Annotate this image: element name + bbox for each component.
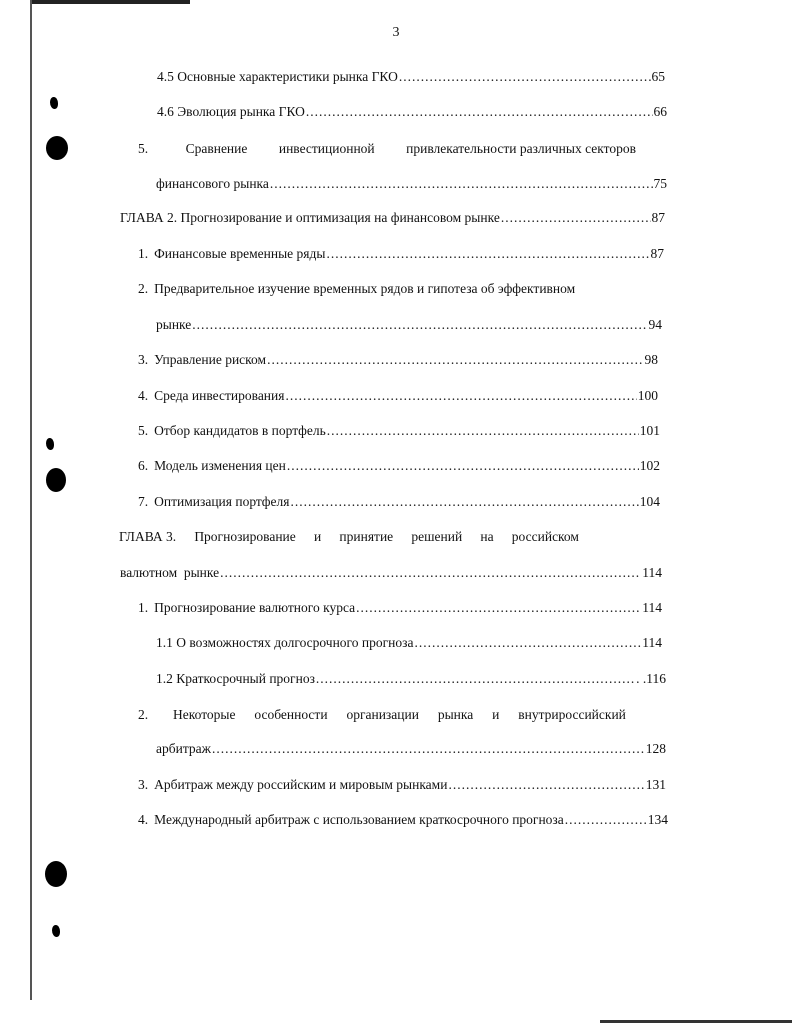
- page-number: 3: [392, 25, 400, 40]
- toc-entry-word: Некоторые: [173, 707, 236, 722]
- toc-entry-5-line2: [156, 175, 667, 193]
- toc-entry-word: особенности: [254, 707, 328, 722]
- toc-entry-page: 128: [645, 741, 666, 756]
- toc-entry-3-1-1: [156, 634, 662, 652]
- toc-entry-number: 1.: [138, 600, 149, 615]
- toc-entry-page: 66: [653, 104, 667, 119]
- toc-chapter-word: ГЛАВА 3.: [119, 529, 177, 544]
- toc-entry-3-4: [138, 811, 668, 829]
- toc-entry-title: Прогнозирование валютного курса: [154, 600, 356, 615]
- toc-entry-5-line1: [138, 140, 636, 158]
- toc-entry-3-2-line2: [156, 740, 666, 758]
- toc-entry-title: 4.6 Эволюция рынка ГКО: [157, 104, 305, 119]
- toc-entry-page: 104: [639, 494, 660, 509]
- ink-speck: [52, 925, 60, 937]
- toc-entry-title: рынке: [156, 317, 192, 332]
- toc-chapter-word: Прогнозирование: [194, 529, 296, 544]
- toc-entry-2-1: [138, 245, 664, 263]
- dot-leader: [414, 634, 641, 652]
- toc-entry-page: 114: [642, 635, 662, 650]
- toc-entry-page: 75: [653, 176, 667, 191]
- toc-entry-page: 65: [651, 69, 665, 84]
- toc-chapter-3-line1: [119, 528, 579, 546]
- scan-top-edge: [30, 0, 190, 4]
- dot-leader: [192, 316, 647, 334]
- toc-entry-page: 131: [645, 777, 666, 792]
- dot-leader: [316, 670, 635, 688]
- toc-entry-2-2-line1: [138, 280, 638, 298]
- dot-leader: [285, 387, 636, 405]
- toc-entry-number: 4.: [138, 388, 149, 403]
- ink-speck: [46, 438, 54, 450]
- toc-entry-page: 102: [639, 458, 660, 473]
- dot-leader: [501, 209, 651, 227]
- toc-entry-number: 4.: [138, 812, 149, 827]
- toc-entry-title: 1.2 Краткосрочный прогноз: [156, 671, 315, 686]
- toc-entry-page: 101: [639, 423, 660, 438]
- toc-entry-2-2-line2: [156, 316, 662, 334]
- toc-chapter-title: ГЛАВА 2. Прогнозирование и оптимизация на финансовом рынке: [120, 210, 500, 225]
- toc-entry-word: Сравнение: [185, 141, 248, 156]
- ink-speck: [50, 97, 58, 109]
- toc-entry-page: 100: [637, 388, 658, 403]
- toc-entry-number: 3.: [138, 352, 149, 367]
- toc-entry-word: рынка: [437, 707, 474, 722]
- punch-hole: [46, 468, 66, 492]
- dot-leader: [290, 493, 638, 511]
- toc-entry-word: и: [492, 707, 500, 722]
- toc-entry-3-2-line1: [138, 706, 626, 724]
- toc-entry-word: инвестиционной: [278, 141, 375, 156]
- toc-entry-word: организации: [346, 707, 419, 722]
- toc-entry-2-4: [138, 387, 658, 405]
- dot-leader: [448, 776, 644, 794]
- toc-entry-title: Арбитраж между российским и мировым рынками: [154, 777, 448, 792]
- scan-left-edge: [30, 0, 32, 1000]
- toc-chapter-2: [120, 209, 665, 227]
- dot-leader: [212, 740, 645, 758]
- toc-chapter-word: российском: [511, 529, 579, 544]
- toc-entry-3-1: [138, 599, 662, 617]
- toc-entry-3-1-2: [156, 670, 666, 688]
- dot-leader: [399, 68, 651, 86]
- toc-entry-2-6: [138, 457, 660, 475]
- punch-hole: [45, 861, 67, 887]
- toc-entry-page: . .116: [636, 671, 666, 686]
- toc-entry-title: Среда инвестирования: [154, 388, 285, 403]
- toc-chapter-word: принятие: [339, 529, 394, 544]
- dot-leader: [270, 175, 653, 193]
- dot-leader: [220, 564, 641, 582]
- toc-chapter-word: и: [313, 529, 322, 544]
- toc-entry-number: 2.: [138, 707, 149, 722]
- toc-entry-number: 6.: [138, 458, 149, 473]
- dot-leader: [327, 422, 639, 440]
- toc-entry-4-6: [157, 103, 667, 121]
- toc-entry-number: 5.: [138, 141, 149, 156]
- toc-entry-number: 5.: [138, 423, 149, 438]
- toc-entry-page: 114: [642, 565, 662, 580]
- toc-entry-title: 4.5 Основные характеристики рынка ГКО: [157, 69, 398, 84]
- toc-entry-number: 2.: [138, 281, 149, 296]
- toc-entry-page: 94: [648, 317, 662, 332]
- toc-entry-word: привлекательности различных секторов: [406, 141, 636, 156]
- dot-leader: [326, 245, 649, 263]
- toc-entry-page: 87: [651, 210, 665, 225]
- toc-entry-3-3: [138, 776, 666, 794]
- dot-leader: [267, 351, 643, 369]
- toc-entry-title: Финансовые временные ряды: [154, 246, 326, 261]
- punch-hole: [46, 136, 68, 160]
- toc-chapter-3-line2: [120, 564, 662, 582]
- dot-leader: [356, 599, 641, 617]
- toc-entry-title: Оптимизация портфеля: [154, 494, 290, 509]
- toc-entry-title: арбитраж: [156, 741, 211, 756]
- toc-entry-page: 114: [642, 600, 662, 615]
- toc-entry-title: Предварительное изучение временных рядов и гипотеза об эффективном: [154, 281, 576, 296]
- toc-entry-title: Модель изменения цен: [154, 458, 286, 473]
- toc-chapter-word: решений: [411, 529, 463, 544]
- toc-entry-number: 7.: [138, 494, 149, 509]
- toc-chapter-title: валютном рынке: [120, 565, 220, 580]
- toc-entry-page: 134: [647, 812, 668, 827]
- toc-entry-title: Международный арбитраж с использованием краткосрочного прогноза: [154, 812, 564, 827]
- toc-entry-2-3: [138, 351, 658, 369]
- toc-entry-2-7: [138, 493, 660, 511]
- toc-entry-word: внутрироссийский: [518, 707, 626, 722]
- toc-entry-title: Управление риском: [154, 352, 267, 367]
- toc-entry-number: 1.: [138, 246, 149, 261]
- toc-entry-2-5: [138, 422, 660, 440]
- dot-leader: [306, 103, 653, 121]
- toc-chapter-word: на: [480, 529, 494, 544]
- toc-entry-4-5: [157, 68, 665, 86]
- toc-entry-page: 98: [644, 352, 658, 367]
- toc-entry-title: финансового рынка: [156, 176, 269, 191]
- scan-bottom-edge: [600, 1020, 792, 1023]
- dot-leader: [565, 811, 647, 829]
- toc-entry-title: Отбор кандидатов в портфель: [154, 423, 326, 438]
- dot-leader: [287, 457, 639, 475]
- toc-entry-page: 87: [650, 246, 664, 261]
- toc-entry-number: 3.: [138, 777, 149, 792]
- toc-entry-title: 1.1 О возможностях долгосрочного прогноза: [156, 635, 414, 650]
